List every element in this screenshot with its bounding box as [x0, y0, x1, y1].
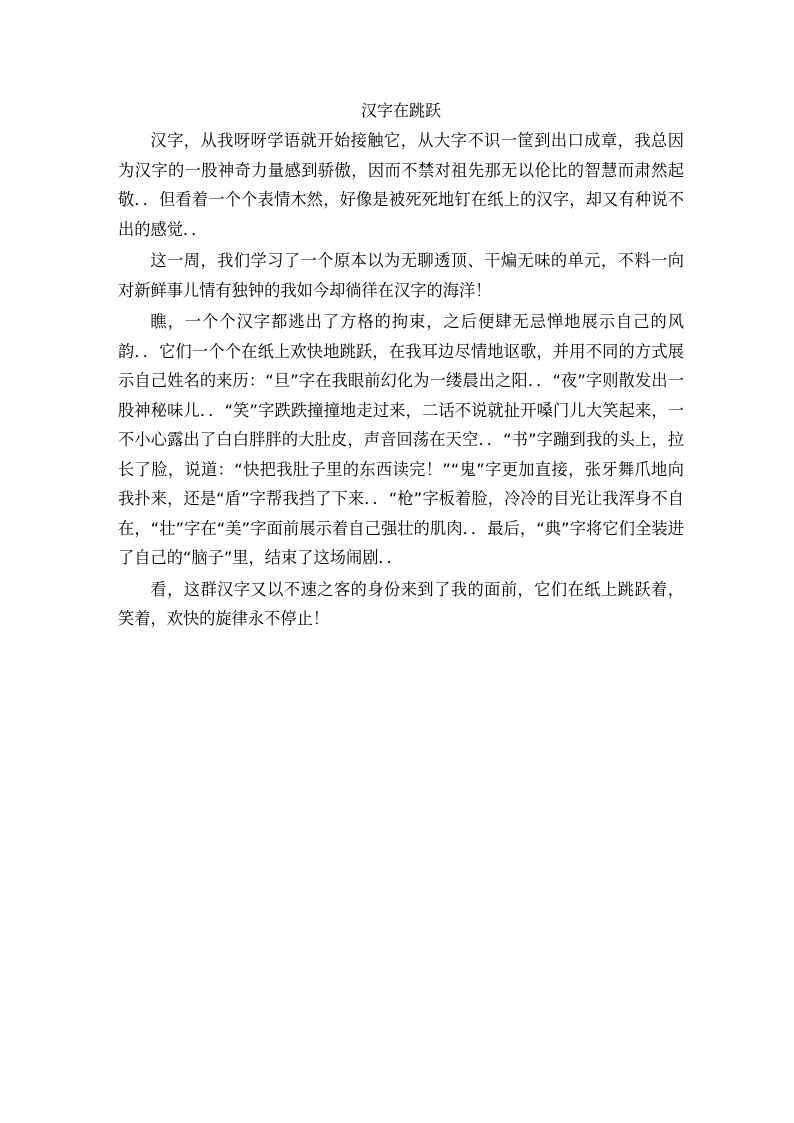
paragraph-4: 看，这群汉字又以不速之客的身份来到了我的面前，它们在纸上跳跃着，笑着，欢快的旋律永不停止！: [118, 579, 684, 628]
paragraph-1: 汉字，从我呀呀学语就开始接触它，从大字不识一筐到出口成章，我总因为汉字的一股神奇力量感到骄傲，因而不禁对祖先那无以伦比的智慧而肃然起敬．．但看着一个个表情木然，好像是被死死地钉在纸上的汉字，却又有种说不出的感觉．．: [118, 131, 684, 239]
paragraph-3: 瞧，一个个汉字都逃出了方格的拘束，之后便肆无忌惮地展示自己的风韵．．它们一个个在纸上欢快地跳跃，在我耳边尽情地讴歌，并用不同的方式展示自己姓名的来历：“旦”字在我眼前幻化为一缕晨出之阳．．“夜”字则散发出一股神秘味儿．．“笑”字跌跌撞撞地走过来，二话不说就扯开嗓门儿大笑起来，一不小心露出了白白胖胖的大肚皮，声音回荡在天空．．“书”字蹦到我的头上，拉长了脸，说道：“快把我肚子里的东西读完！”“鬼”字更加直接，张牙舞爪地向我扑来，还是“盾”字帮我挡了下来．．“枪”字板着脸，冷冷的目光让我浑身不自在，“壮”字在“美”字面前展示着自己强壮的肌肉．．最后，“典”字将它们全装进了自己的“脑子”里，结束了这场闹剧．．: [118, 312, 684, 567]
paragraph-2: 这一周，我们学习了一个原本以为无聊透顶、干煸无味的单元，不料一向对新鲜事儿情有独钟的我如今却徜徉在汉字的海洋！: [118, 251, 684, 300]
document-title: 汉字在跳跃: [360, 101, 441, 120]
document-page: [118, 98, 684, 636]
